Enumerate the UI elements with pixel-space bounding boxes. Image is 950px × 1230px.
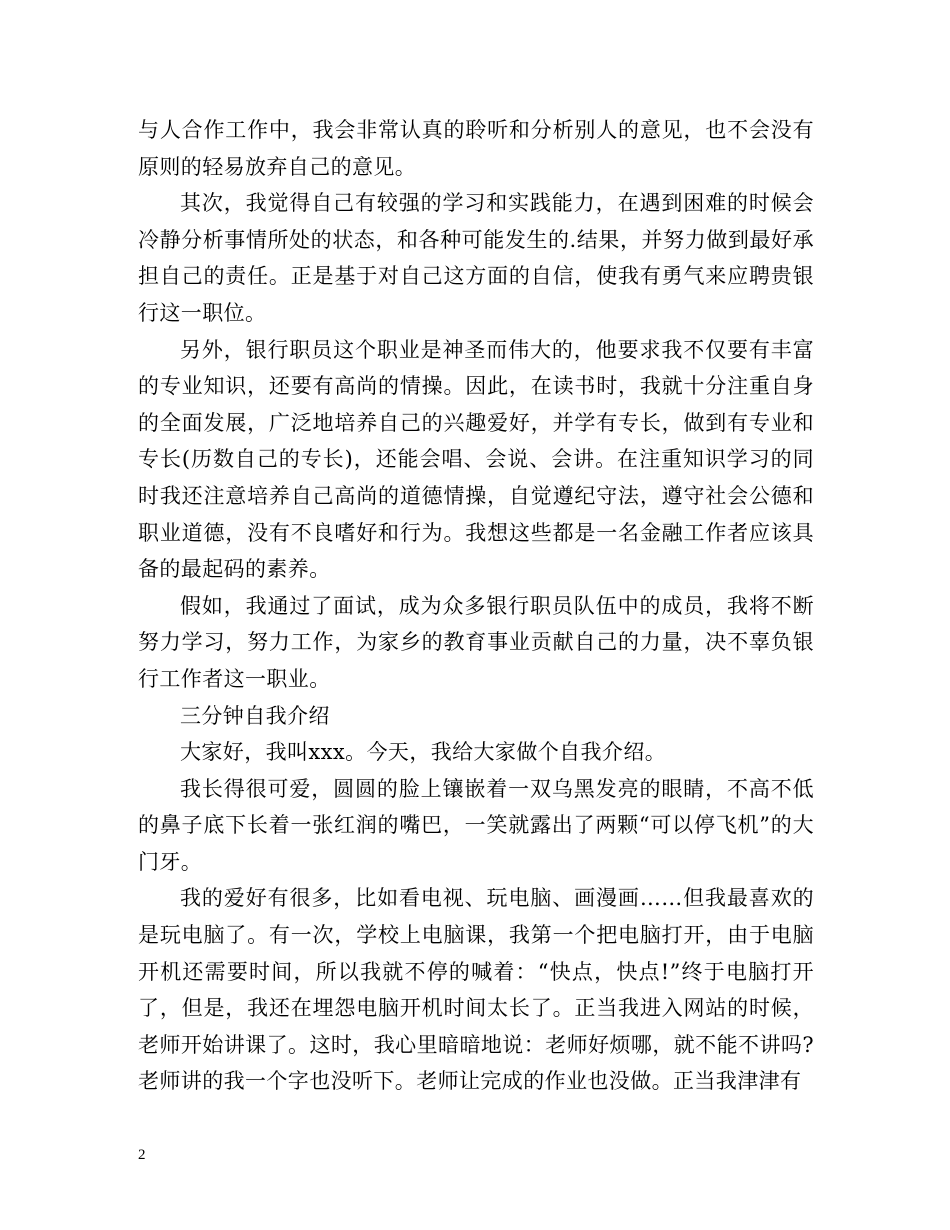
paragraph-hobbies: 我的爱好有很多，比如看电视、玩电脑、画漫画……但我最喜欢的是玩电脑了。有一次，学校上电脑课，我第一个把电脑打开，由于电脑开机还需要时间，所以我就不停的喊着：“快点，快点!”终于电脑打开了，但是，我还在埋怨电脑开机时间太长了。正当我进入网站的时候，老师开始讲课了。这时，我心里暗暗地说：老师好烦哪，就不能不讲吗?老师讲的我一个字也没听下。老师让完成的作业也没做。正当我津津有 — [138, 886, 814, 1094]
paragraph-greeting: 大家好，我叫xxx。今天，我给大家做个自我介绍。 — [180, 740, 667, 765]
paragraph-appearance: 我长得很可爱，圆圆的脸上镶嵌着一双乌黑发亮的眼睛，不高不低的鼻子底下长着一张红润的嘴巴，一笑就露出了两颗“可以停飞机”的大门牙。 — [138, 776, 814, 874]
paragraph-learning-ability: 其次，我觉得自己有较强的学习和实践能力，在遇到困难的时候会冷静分析事情所处的状态，和各种可能发生的.结果，并努力做到最好承担自己的责任。正是基于对自己这方面的自信，使我有勇气来应聘贵银行这一职位。 — [138, 191, 814, 325]
section-heading: 三分钟自我介绍 — [180, 703, 330, 728]
document-body — [138, 112, 814, 1100]
page-number: 2 — [138, 1147, 146, 1163]
paragraph-bank-career: 另外，银行职员这个职业是神圣而伟大的，他要求我不仅要有丰富的专业知识，还要有高尚的情操。因此，在读书时，我就十分注重自身的全面发展，广泛地培养自己的兴趣爱好，并学有专长，做到有专业和专长(历数自己的专长)，还能会唱、会说、会讲。在注重知识学习的同时我还注意培养自己高尚的道德情操，自觉遵纪守法，遵守社会公德和职业道德，没有不良嗜好和行为。我想这些都是一名金融工作者应该具备的最起码的素养。 — [138, 337, 814, 582]
paragraph-continuation: 与人合作工作中，我会非常认真的聆听和分析别人的意见，也不会没有原则的轻易放弃自己的意见。 — [138, 118, 814, 179]
paragraph-interview-pledge: 假如，我通过了面试，成为众多银行职员队伍中的成员，我将不断努力学习，努力工作，为家乡的教育事业贡献自己的力量，决不辜负银行工作者这一职业。 — [138, 593, 814, 691]
